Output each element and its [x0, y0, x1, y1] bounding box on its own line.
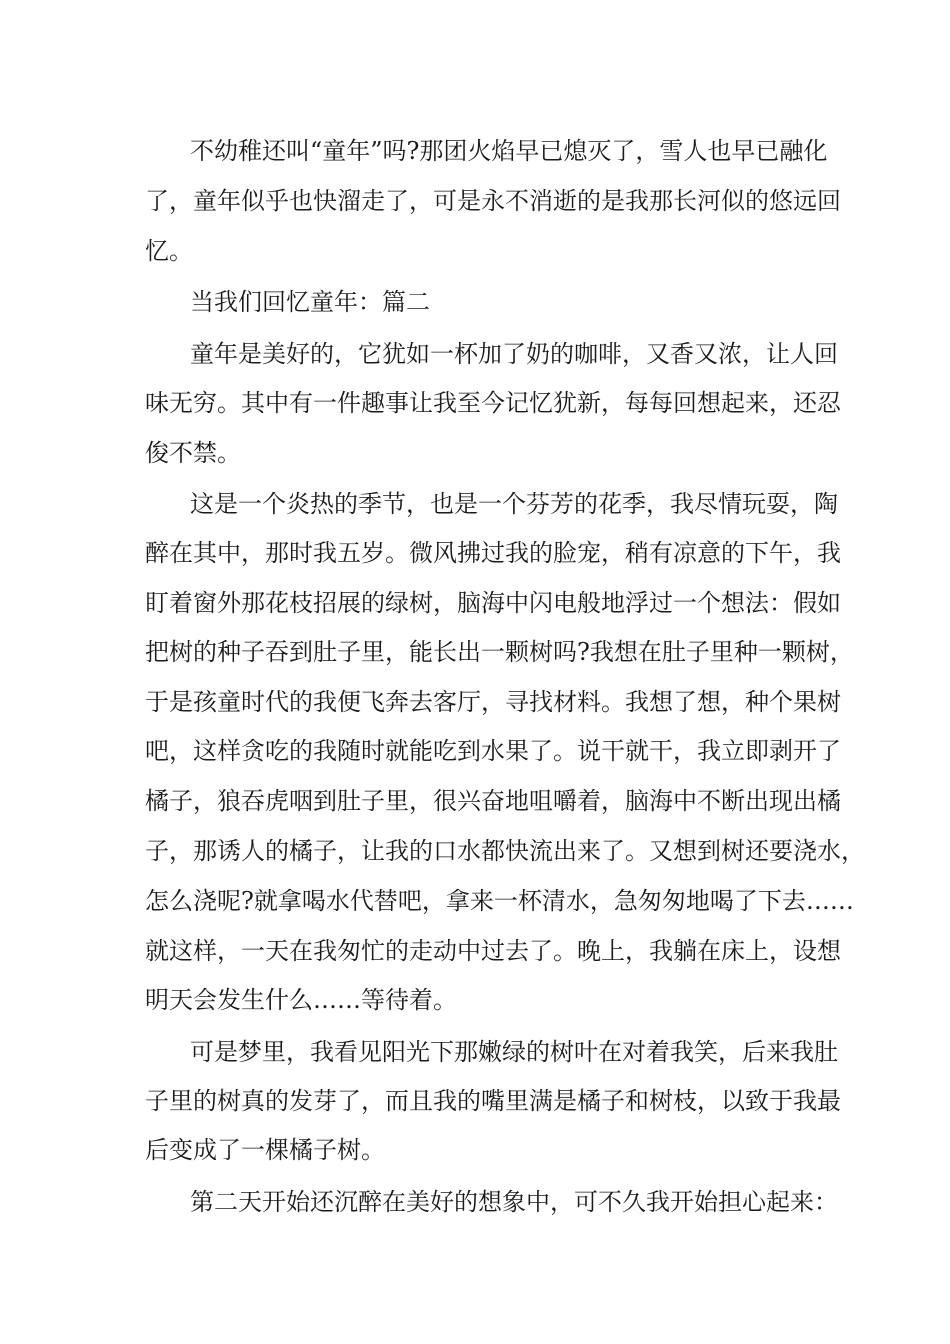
paragraph-2-line-1: 童年是美好的，它犹如一杯加了奶的咖啡，又香又浓，让人回	[190, 340, 838, 368]
section-heading: 当我们回忆童年：篇二	[190, 288, 430, 316]
paragraph-2-line-3: 俊不禁。	[145, 439, 241, 467]
paragraph-3-line-5: 于是孩童时代的我便飞奔去客厅，寻找材料。我想了想，种个果树	[145, 688, 841, 716]
paragraph-4-line-3: 后变成了一棵橘子树。	[145, 1136, 385, 1164]
paragraph-4-line-2: 子里的树真的发芽了，而且我的嘴里满是橘子和树枝，以致于我最	[145, 1087, 841, 1115]
paragraph-2-line-2: 味无穷。其中有一件趣事让我至今记忆犹新，每每回想起来，还忍	[145, 389, 841, 417]
paragraph-3-line-7: 橘子，狼吞虎咽到肚子里，很兴奋地咀嚼着，脑海中不断出现出橘	[145, 787, 841, 815]
paragraph-1-line-2: 了，童年似乎也快溜走了，可是永不消逝的是我那长河似的悠远回	[145, 187, 841, 215]
paragraph-5-line-1: 第二天开始还沉醉在美好的想象中，可不久我开始担心起来：	[190, 1188, 838, 1216]
paragraph-3-line-3: 盯着窗外那花枝招展的绿树，脑海中闪电般地浮过一个想法：假如	[145, 589, 841, 617]
paragraph-3-line-10: 就这样，一天在我匆忙的走动中过去了。晚上，我躺在床上，设想	[145, 937, 841, 965]
paragraph-3-line-2: 醉在其中，那时我五岁。微风拂过我的脸宠，稍有凉意的下午，我	[145, 539, 841, 567]
paragraph-4-line-1: 可是梦里，我看见阳光下那嫩绿的树叶在对着我笑，后来我肚	[190, 1038, 838, 1066]
paragraph-3-line-6: 吧，这样贪吃的我随时就能吃到水果了。说干就干，我立即剥开了	[145, 737, 841, 765]
paragraph-3-line-9: 怎么浇呢?就拿喝水代替吧，拿来一杯清水，急匆匆地喝了下去……	[145, 887, 854, 915]
paragraph-1-line-3: 忆。	[145, 237, 193, 265]
paragraph-1-line-1: 不幼稚还叫“童年”吗?那团火焰早已熄灭了，雪人也早已融化	[190, 137, 828, 165]
paragraph-3-line-11: 明天会发生什么……等待着。	[145, 986, 457, 1014]
paragraph-3-line-8: 子，那诱人的橘子，让我的口水都快流出来了。又想到树还要浇水，	[145, 837, 865, 865]
paragraph-3-line-4: 把树的种子吞到肚子里，能长出一颗树吗?我想在肚子里种一颗树，	[145, 638, 854, 666]
paragraph-3-line-1: 这是一个炎热的季节，也是一个芬芳的花季，我尽情玩耍，陶	[190, 490, 838, 518]
